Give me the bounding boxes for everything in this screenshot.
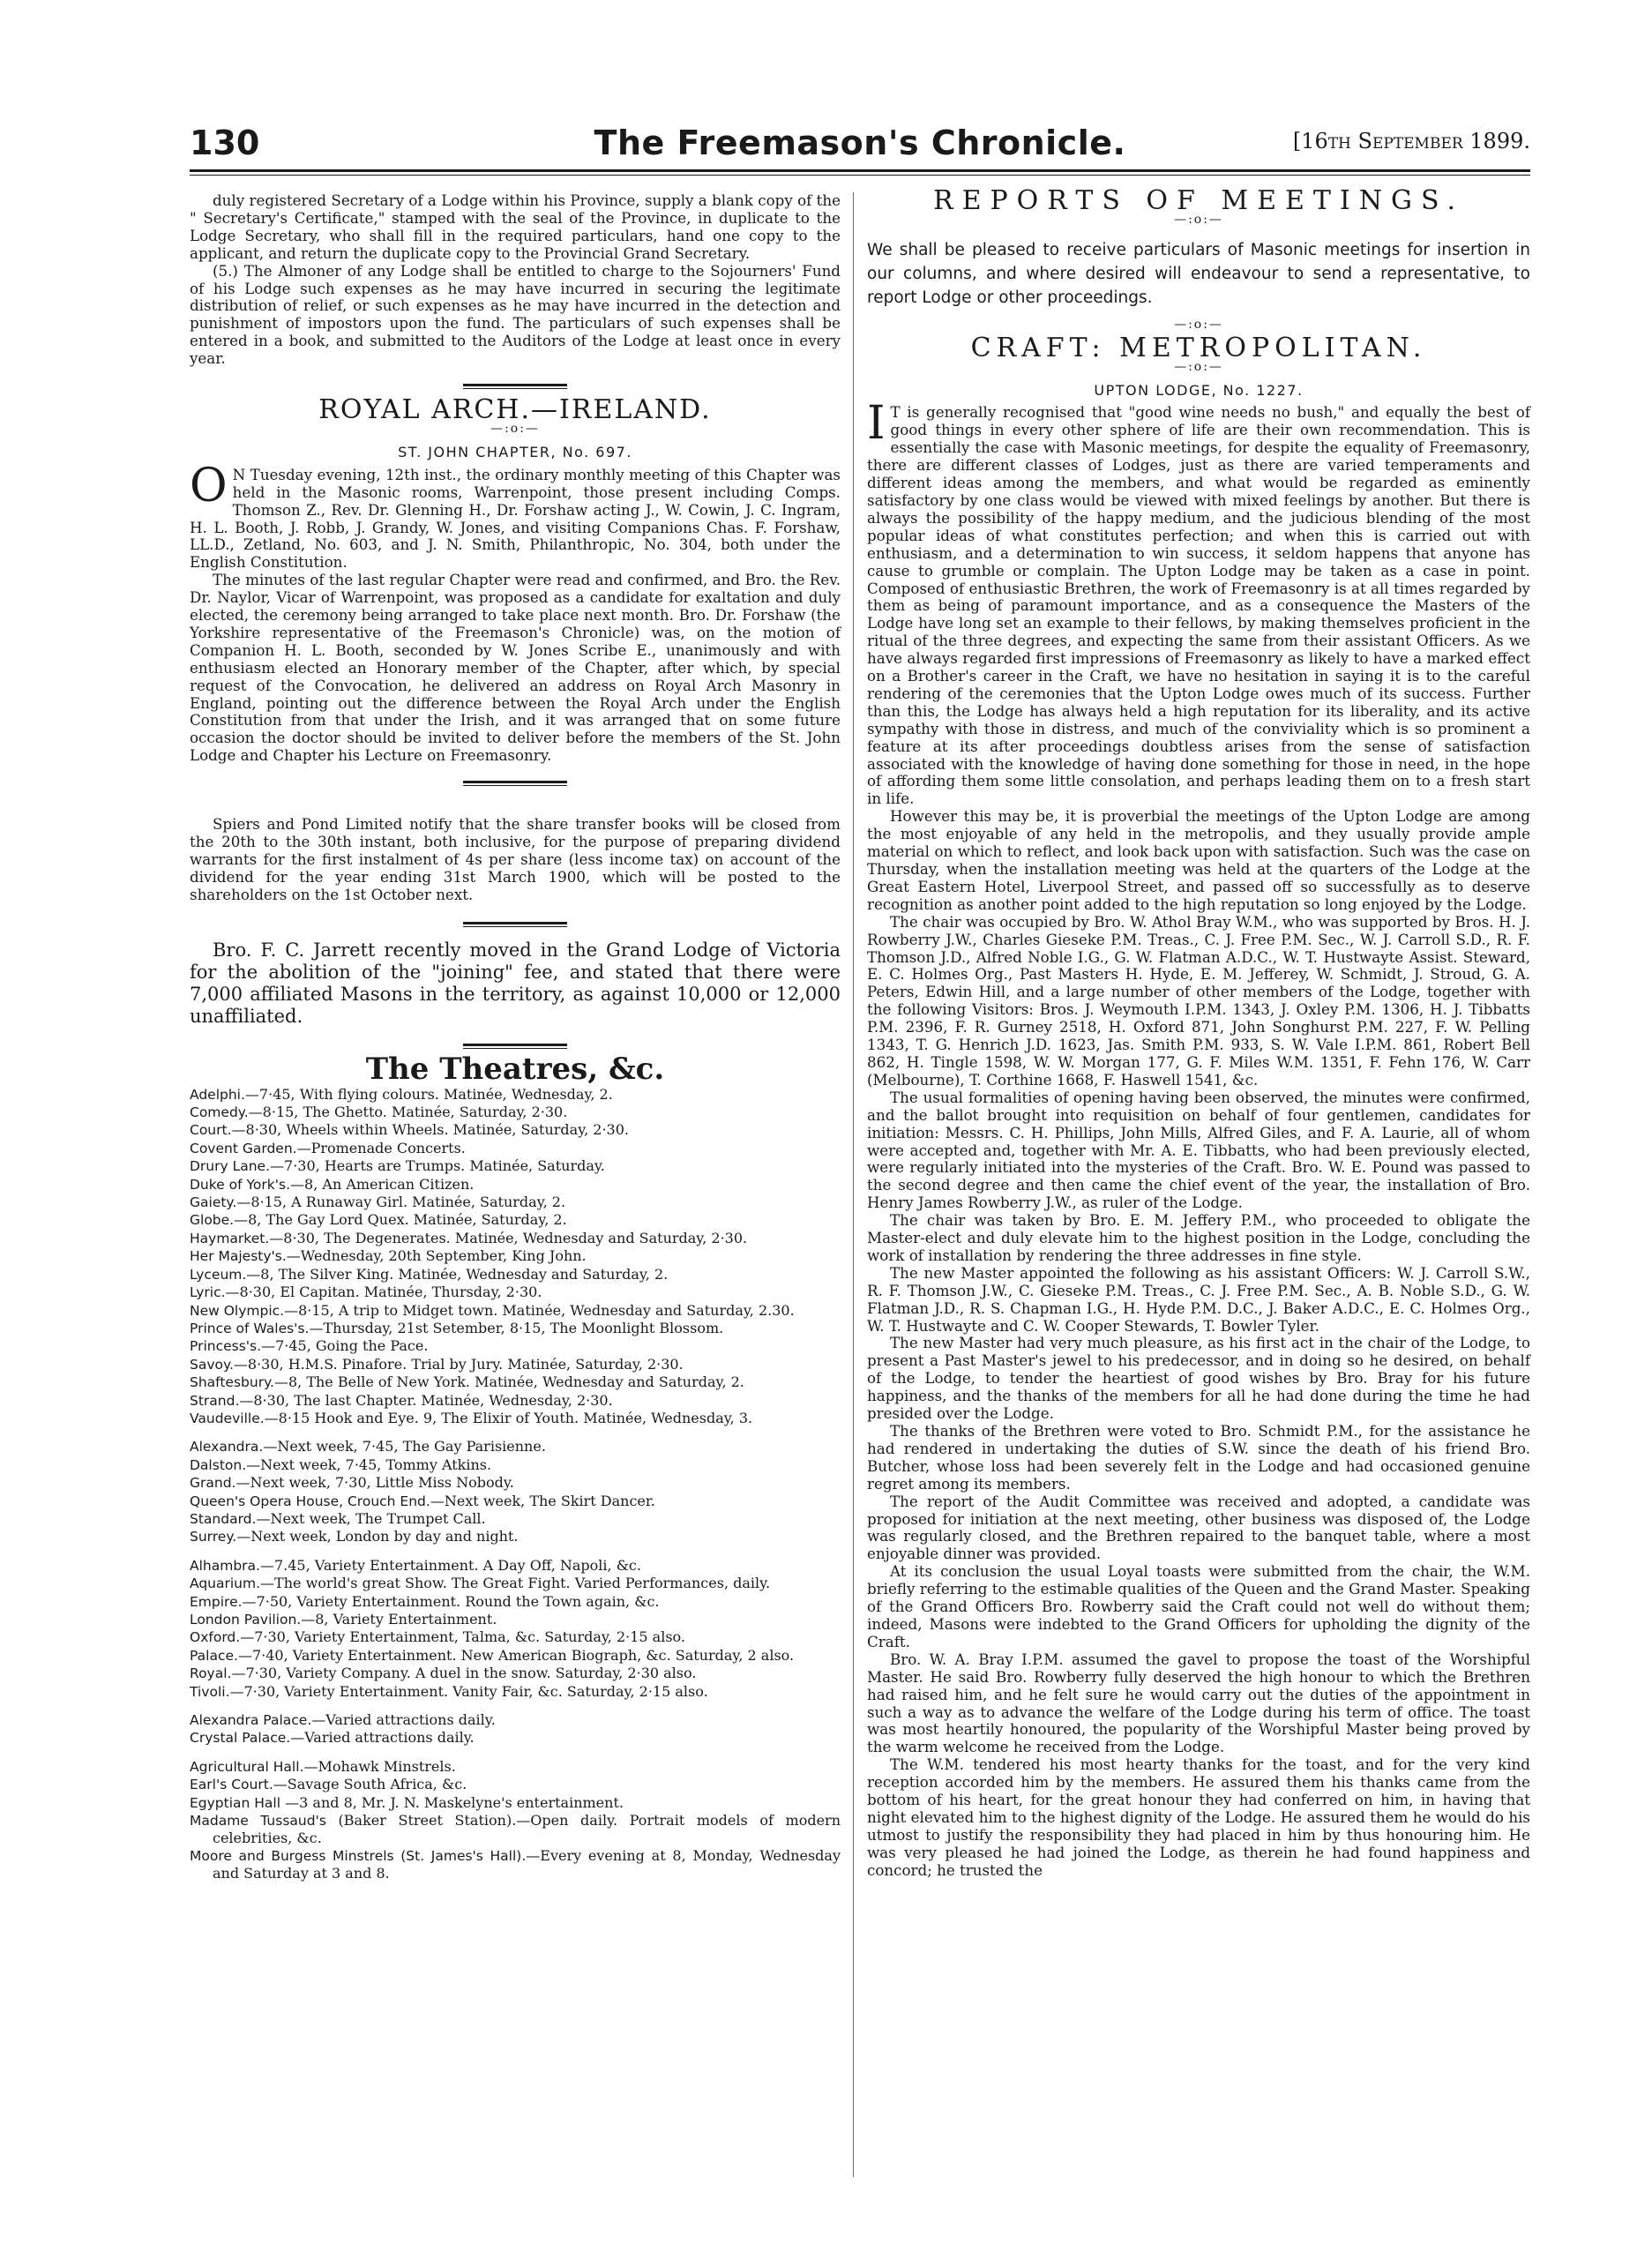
list-item: Globe.—8, The Gay Lord Quex. Matinée, Saturday, 2.: [190, 1211, 567, 1229]
list-item: Comedy.—8·15, The Ghetto. Matinée, Saturday, 2·30.: [190, 1104, 568, 1121]
list-item: Dalston.—Next week, 7·45, Tommy Atkins.: [190, 1456, 492, 1473]
list-item: Lyric.—8·30, El Capitan. Matinée, Thursday, 2·30.: [190, 1283, 542, 1301]
masthead: [190, 116, 1530, 166]
list-item: Palace.—7·40, Variety Entertainment. New American Biograph, &c. Saturday, 2 also.: [190, 1646, 795, 1664]
list-item: Adelphi.—7·45, With flying colours. Matinée, Wednesday, 2.: [190, 1085, 613, 1103]
paragraph: The report of the Audit Committee was received and adopted, a candidate was proposed for initiation at the next meeting, other business was disposed of, the Lodge was regularly closed, and the Brethren repaired to the banquet table, where a most enjoyable dinner was provided.: [867, 1492, 1530, 1563]
list-item: Oxford.—7·30, Variety Entertainment, Talma, &c. Saturday, 2·15 also.: [190, 1628, 685, 1646]
list-item: Covent Garden.—Promenade Concerts.: [190, 1139, 466, 1156]
list-item: Strand.—8·30, The last Chapter. Matinée, Wednesday, 2·30.: [190, 1391, 613, 1409]
list-item: Vaudeville.—8·15 Hook and Eye. 9, The Elixir of Youth. Matinée, Wednesday, 3.: [190, 1409, 753, 1426]
list-item: London Pavilion.—8, Variety Entertainment.: [190, 1611, 497, 1628]
royal-arch-heading: ROYAL ARCH.—IRELAND.: [318, 394, 712, 426]
list-item: Egyptian Hall —3 and 8, Mr. J. N. Maskelyne's entertainment.: [190, 1793, 624, 1811]
paragraph: The chair was taken by Bro. E. M. Jeffery P.M., who proceeded to obligate the Master-elect and duly elevate him to the highest position in the Lodge, concluding the work of installation by rendering the three addresses in fine style.: [867, 1211, 1530, 1264]
spiers-notice: Spiers and Pond Limited notify that the share transfer books will be closed from the 20th to the 30th instant, both inclusive, for the purpose of preparing dividend warrants for the first instalment of 4s per share (less income tax) on account of the dividend for the year ending 31st March 1900, which will be posted to the shareholders on the 1st October next.: [190, 815, 841, 903]
theatres-list-suburban: [190, 1438, 841, 1545]
list-item: Standard.—Next week, The Trumpet Call.: [190, 1509, 486, 1527]
right-column: [867, 185, 1530, 1880]
theatres-list-music-halls: [190, 1557, 841, 1701]
paragraph: The new Master appointed the following as his assistant Officers: W. J. Carroll S.W., R. F. Thomson J.W., C. Gieseke P.M. Treas., C. J. Free P.M. Sec., A. B. Noble S.D., G. W. Flatman J.D., R. S. Chapman I.G., H. Hyde P.M. D.C., J. Baker A.D.C., E. C. Holmes Org., W. T. Hustwayte and C. W. Cooper Stewards, T. Bowler Tyler.: [867, 1263, 1530, 1335]
ornament-divider: —:o:—: [1174, 317, 1223, 332]
list-item: Agricultural Hall.—Mohawk Minstrels.: [190, 1757, 456, 1775]
list-item: Aquarium.—The world's great Show. The Great Fight. Varied Performances, daily.: [190, 1575, 771, 1592]
jarrett-paragraph: Bro. F. C. Jarrett recently moved in the Grand Lodge of Victoria for the abolition of the "joining" fee, and stated that there were 7,000 affiliated Masons in the territory, as against 10,000 or 12,000 unaffiliated.: [190, 939, 841, 1027]
paragraph: The W.M. tendered his most hearty thanks for the toast, and for the very kind reception accorded him by the members. He assured them his thanks came from the bottom of his heart, for the great honour they had conferred on him, in having that night elevated him to the highest dignity of the Lodge. He assured them he would do his utmost to justify the responsibility they had placed in him by thus honouring him. He was very pleased he had joined the Lodge, as therein he had found happiness and concord; he trusted the: [867, 1755, 1530, 1879]
chapter-subheading: ST. JOHN CHAPTER, No. 697.: [398, 443, 632, 460]
list-item: Haymarket.—8·30, The Degenerates. Matinée, Wednesday and Saturday, 2·30.: [190, 1229, 748, 1246]
masthead-rule: [190, 169, 1530, 172]
list-item: Crystal Palace.—Varied attractions daily.: [190, 1729, 475, 1747]
list-item: Court.—8·30, Wheels within Wheels. Matinée, Saturday, 2·30.: [190, 1121, 629, 1139]
drop-cap: I: [867, 397, 886, 451]
list-item: Tivoli.—7·30, Variety Entertainment. Vanity Fair, &c. Saturday, 2·15 also.: [190, 1682, 708, 1700]
ornament-divider: —:o:—: [490, 421, 540, 436]
list-item: Queen's Opera House, Crouch End.—Next week, The Skirt Dancer.: [190, 1492, 655, 1509]
list-item: Royal.—7·30, Variety Company. A duel in the snow. Saturday, 2·30 also.: [190, 1665, 697, 1682]
list-item: Moore and Burgess Minstrels (St. James's Hall).—Every evening at 8, Monday, Wednesday and Saturday at 3 and 8.: [190, 1846, 841, 1882]
newspaper-page: [190, 116, 1530, 2181]
list-item: Alhambra.—7.45, Variety Entertainment. A Day Off, Napoli, &c.: [190, 1556, 641, 1574]
left-column: [190, 192, 841, 1882]
theatres-list-other: [190, 1758, 841, 1882]
list-item: Prince of Wales's.—Thursday, 21st Setember, 8·15, The Moonlight Blossom.: [190, 1319, 724, 1336]
paragraph: The minutes of the last regular Chapter were read and confirmed, and Bro. the Rev. Dr. Naylor, Vicar of Warrenpoint, was proposed as a candidate for exaltation and duly elected, the ceremony being arranged to take place next month. Bro. Dr. Forshaw (the Yorkshire representative of the Freemason's Chronicle) was, on the motion of Companion H. L. Booth, seconded by W. Jones Scribe E., unanimously and with enthusiasm elected an Honorary member of the Chapter, after which, by special request of the Convocation, he delivered an address on Royal Arch Masonry in England, pointing out the difference between the Royal Arch under the English Constitution from that under the Irish, and it was arranged that on some future occasion the doctor should be invited to deliver before the members of the St. John Lodge and Chapter his Lecture on Freemasonry.: [190, 571, 841, 765]
list-item: Grand.—Next week, 7·30, Little Miss Nobody.: [190, 1474, 514, 1492]
section-rule: [463, 384, 567, 389]
list-item: Her Majesty's.—Wednesday, 20th September, King John.: [190, 1247, 587, 1265]
section-rule: [463, 781, 567, 786]
section-rule: [463, 922, 567, 927]
paragraph: I T is generally recognised that "good wine needs no bush," and equally the best of good things in every other sphere of life are their own recommendation. This is essentially the case with Masonic meetings, for despite the equality of Freemasonry, there are different classes of Lodges, just as there are varied temperaments and different ideas among the members, and what would be regarded as eminently satisfactory by one class would be viewed with mixed feelings by another. But there is always the possibility of the happy medium, and the judicious blending of the most popular ideas of what constitutes perfection; and when this is carried out with enthusiasm, and a determination to win success, it seldom happens that anyone has cause to grumble or complain. The Upton Lodge may be taken as a case in point. Composed of enthusiastic Brethren, the work of Freemasonry is at all times regarded by them as being of paramount importance, and as a consequence the Masters of the Lodge have long set an example to their fellows, by making themselves proficient in the ritual of the three degrees, and expecting the same from their assistant Officers. As we have always regarded first impressions of Freemasonry as likely to have a marked effect on a Brother's career in the Craft, we have no hesitation in saying it is to the careful rendering of the ceremonies that the Upton Lodge owes much of its success. Further than this, the Lodge has always held a high reputation for its liberality, and its active sympathy with those in distress, and much of the conviviality which is so prominent a feature at its after proceedings doubtless arises from the sense of satisfaction associated with the knowledge of having done something for those in need, in the hope of affording them some little consolation, and perhaps leading them on to a fresh start in life.: [867, 397, 1530, 808]
list-item: Savoy.—8·30, H.M.S. Pinafore. Trial by Jury. Matinée, Saturday, 2·30.: [190, 1355, 684, 1373]
list-item: Surrey.—Next week, London by day and night.: [190, 1528, 519, 1545]
paragraph: The thanks of the Brethren were voted to Bro. Schmidt P.M., for the assistance he had rendered in undertaking the duties of S.W. since the death of his friend Bro. Butcher, whose loss had been severely felt in the Lodge and had occasioned genuine regret among its members.: [867, 1422, 1530, 1493]
ornament-divider: —:o:—: [1174, 359, 1223, 374]
paragraph: (5.) The Almoner of any Lodge shall be entitled to charge to the Sojourners' Fund of his Lodge such expenses as he may have incurred in securing the legitimate distribution of relief, or such expenses as he may have incurred in the detection and punishment of impostors upon the fund. The particulars of such expenses shall be entered in a book, and submitted to the Auditors of the Lodge at least once in every year.: [190, 261, 841, 368]
newspaper-title: The Freemason's Chronicle.: [594, 123, 1126, 162]
theatres-list-west-end: [190, 1086, 841, 1428]
theatres-list-palaces: [190, 1711, 841, 1747]
paragraph: However this may be, it is proverbial the meetings of the Upton Lodge are among the most enjoyable of any held in the metropolis, and they usually provide ample material on which to reflect, and look back upon with satisfaction. Such was the case on Thursday, when the installation meeting was held at the quarters of the Lodge at the Great Eastern Hotel, Liverpool Street, and passed off so successfully as to deserve recognition as another point added to the high reputation so long enjoyed by the Lodge.: [867, 807, 1530, 913]
lodge-subheading: UPTON LODGE, No. 1227.: [1094, 381, 1304, 399]
ornament-divider: —:o:—: [1174, 212, 1223, 227]
masthead-rule-thin: [190, 175, 1530, 176]
craft-metropolitan-heading: CRAFT: METROPOLITAN.: [970, 332, 1427, 363]
reports-notice: We shall be pleased to receive particulars of Masonic meetings for insertion in our columns, and where desired will endeavour to send a representative, to report Lodge or other proceedings.: [867, 240, 1530, 307]
list-item: Alexandra.—Next week, 7·45, The Gay Parisienne.: [190, 1438, 546, 1456]
paragraph: The new Master had very much pleasure, as his first act in the chair of the Lodge, to present a Past Master's jewel to his predecessor, and in doing so he desired, on behalf of the Lodge, to tender the heartiest of good wishes by Bro. Bray for his future happiness, and the thanks of the members for all he had done during the time he had presided over the Lodge.: [867, 1334, 1530, 1423]
reports-heading: REPORTS OF MEETINGS.: [933, 185, 1464, 216]
list-item: Empire.—7·50, Variety Entertainment. Round the Town again, &c.: [190, 1592, 660, 1610]
theatres-heading: The Theatres, &c.: [365, 1051, 665, 1087]
list-item: Madame Tussaud's (Baker Street Station).—Open daily. Portrait models of modern celebrities, &c.: [190, 1812, 841, 1847]
list-item: Gaiety.—8·15, A Runaway Girl. Matinée, Saturday, 2.: [190, 1194, 566, 1211]
list-item: Drury Lane.—7·30, Hearts are Trumps. Matinée, Saturday.: [190, 1157, 605, 1175]
paragraph: O N Tuesday evening, 12th inst., the ordinary monthly meeting of this Chapter was held in the Masonic rooms, Warrenpoint, those present including Comps. Thomson Z., Rev. Dr. Glenning H., Dr. Forshaw acting J., W. Cowin, J. C. Ingram, H. L. Booth, J. Robb, J. Grandy, W. Jones, and visiting Companions Chas. F. Forshaw, LL.D., Zetland, No. 603, and J. N. Smith, Philanthropic, No. 304, both under the English Constitution.: [190, 459, 841, 572]
paragraph: The usual formalities of opening having been observed, the minutes were confirmed, and the ballot brought into requisition on behalf of four gentlemen, candidates for initiation: Messrs. C. H. Phillips, John Mills, Alfred Giles, and F. A. Laurie, all of whom were accepted and, together with Mr. A. E. Tibbatts, who had been previously elected, were regularly initiated into the mysteries of the Craft. Bro. W. E. Pound was passed to the second degree and then came the chief event of the year, the installation of Bro. Henry James Rowberry J.W., as ruler of the Lodge.: [867, 1088, 1530, 1212]
paragraph: duly registered Secretary of a Lodge within his Province, supply a blank copy of the " Secretary's Certificate," stamped with the seal of the Province, in duplicate to the Lodge Secretary, who shall fill in the required particulars, hand one copy to the applicant, and return the duplicate copy to the Provincial Grand Secretary.: [190, 191, 841, 262]
list-item: Princess's.—7·45, Going the Pace.: [190, 1337, 429, 1355]
page-number: 130: [190, 123, 260, 162]
section-rule: [463, 1044, 567, 1049]
drop-cap: O: [190, 459, 228, 513]
paragraph: Bro. W. A. Bray I.P.M. assumed the gavel to propose the toast of the Worshipful Master. He said Bro. Rowberry fully deserved the high honour to which the Brethren had raised him, and he felt sure he would carry out the duties of the appointment in such a way as to advance the welfare of the Lodge during his term of office. The toast was most heartily honoured, the popularity of the Worshipful Master being proved by the warm welcome he received from the Lodge.: [867, 1650, 1530, 1756]
list-item: Alexandra Palace.—Varied attractions daily.: [190, 1711, 496, 1729]
paragraph: The chair was occupied by Bro. W. Athol Bray W.M., who was supported by Bros. H. J. Rowberry J.W., Charles Gieseke P.M. Treas., C. J. Free P.M. Sec., W. J. Carroll S.D., R. F. Thomson J.D., Alfred Noble I.G., G. W. Flatman A.D.C., W. T. Hustwayte Assist. Steward, E. C. Holmes Org., Past Masters H. Hyde, E. M. Jefferey, W. Schmidt, J. Stroud, G. A. Peters, Edwin Hill, and a large number of other members of the Lodge, together with the following Visitors: Bros. J. Weymouth I.P.M. 1343, J. Oxley P.M. 1306, H. J. Tibbatts P.M. 2396, F. R. Gurney 2518, H. Oxford 871, John Songhurst P.M. 227, F. W. Pelling 1343, T. G. Henrich J.D. 1623, Jas. Smith P.M. 933, S. W. Vale I.P.M. 861, Robert Bell 862, H. Tingle 1598, W. W. Morgan 177, G. F. Miles W.M. 1351, F. Fehn 176, W. Carr (Melbourne), T. Corthine 1668, F. Haswell 1541, &c.: [867, 912, 1530, 1089]
column-divider: [853, 192, 854, 2177]
issue-date: [16th September 1899.: [1292, 129, 1530, 153]
paragraph: At its conclusion the usual Loyal toasts were submitted from the chair, the W.M. briefly referring to the estimable qualities of the Queen and the Grand Master. Speaking of the Grand Officers Bro. Rowberry said the Craft could not well do without them; indeed, Masons were indebted to the Grand Officers for upholding the dignity of the Craft.: [867, 1562, 1530, 1650]
list-item: Shaftesbury.—8, The Belle of New York. Matinée, Wednesday and Saturday, 2.: [190, 1373, 744, 1391]
list-item: Earl's Court.—Savage South Africa, &c.: [190, 1776, 467, 1793]
list-item: Lyceum.—8, The Silver King. Matinée, Wednesday and Saturday, 2.: [190, 1265, 669, 1283]
list-item: New Olympic.—8·15, A trip to Midget town. Matinée, Wednesday and Saturday, 2.30.: [190, 1301, 795, 1319]
list-item: Duke of York's.—8, An American Citizen.: [190, 1175, 475, 1193]
